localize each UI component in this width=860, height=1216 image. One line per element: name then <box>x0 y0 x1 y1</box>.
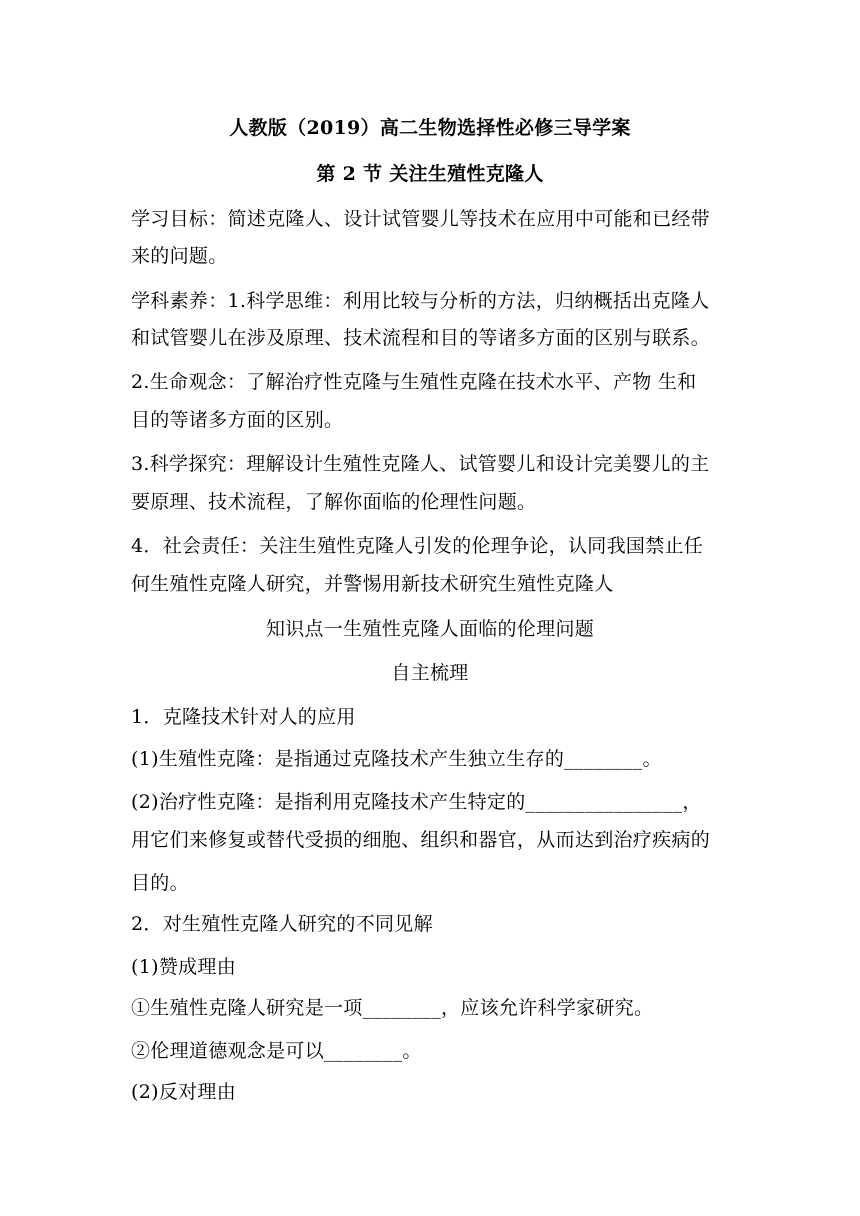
item-1-2-line-2: 用它们来修复或替代受损的细胞、组织和器官，从而达到治疗疾病的 <box>131 829 711 851</box>
item-1-2-line-3: 目的。 <box>131 872 189 894</box>
objectives-line-1: 学习目标：简述克隆人、设计试管婴儿等技术在应用中可能和已经带 <box>131 208 711 230</box>
item-1-2-line-1: (2)治疗性克隆：是指利用克隆技术产生特定的________________， <box>131 791 702 813</box>
literacy-line-7: 4．社会责任：关注生殖性克隆人引发的伦理争论，认同我国禁止任 <box>131 535 704 557</box>
item-1-1: (1)生殖性克隆：是指通过克隆技术产生独立生存的________。 <box>131 748 662 770</box>
literacy-line-2: 和试管婴儿在涉及原理、技术流程和目的等诸多方面的区别与联系。 <box>131 327 711 349</box>
literacy-line-4: 目的等诸多方面的区别。 <box>131 409 344 431</box>
item-2-1-a: ①生殖性克隆人研究是一项________，应该允许科学家研究。 <box>131 997 654 1019</box>
section-title: 第 2 节 关注生殖性克隆人 <box>316 163 544 185</box>
item-2-1-b: ②伦理道德观念是可以________。 <box>131 1040 422 1062</box>
item-2: 2．对生殖性克隆人研究的不同见解 <box>131 913 433 935</box>
knowledge-subheading: 自主梳理 <box>391 662 469 684</box>
objectives-line-2: 来的问题。 <box>131 245 228 267</box>
literacy-line-8: 何生殖性克隆人研究，并警惕用新技术研究生殖性克隆人 <box>131 573 614 595</box>
literacy-line-3: 2.生命观念：了解治疗性克隆与生殖性克隆在技术水平、产物 生和 <box>131 371 697 393</box>
knowledge-heading: 知识点一生殖性克隆人面临的伦理问题 <box>265 618 595 640</box>
item-2-1: (1)赞成理由 <box>131 956 237 978</box>
doc-title: 人教版（2019）高二生物选择性必修三导学案 <box>229 117 631 139</box>
literacy-line-1: 学科素养：1.科学思维：利用比较与分析的方法，归纳概括出克隆人 <box>131 290 710 312</box>
literacy-line-6: 要原理、技术流程，了解你面临的伦理性问题。 <box>131 491 537 513</box>
item-2-2: (2)反对理由 <box>131 1081 237 1103</box>
item-1: 1．克隆技术针对人的应用 <box>131 706 356 728</box>
literacy-line-5: 3.科学探究：理解设计生殖性克隆人、试管婴儿和设计完美婴儿的主 <box>131 453 710 475</box>
